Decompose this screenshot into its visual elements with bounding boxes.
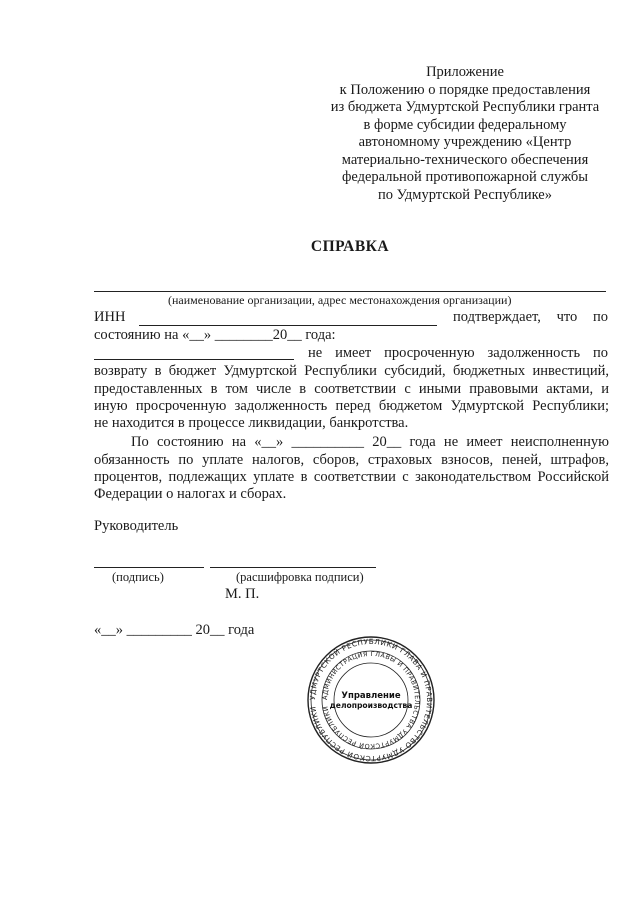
para2-last-line: Федерации о налогах и сборах.	[94, 486, 287, 502]
appendix-line: по Удмуртской Республике»	[378, 186, 552, 203]
document-title: СПРАВКА	[310, 238, 390, 255]
org-caption: (наименование организации, адрес местонахождения организации)	[168, 293, 512, 307]
para2-line: процентов, подлежащих уплате в соответствии с законодательством Российской	[94, 469, 609, 485]
inn-confirms: подтверждает, что по	[453, 309, 608, 325]
org-name-line	[94, 291, 606, 292]
para2-line: По состоянию на «__» __________ 20__ года не имеет неисполненную	[131, 434, 609, 450]
signature-line	[94, 567, 204, 568]
signature-caption: (подпись)	[112, 570, 164, 584]
appendix-line: федеральной противопожарной службы	[341, 169, 589, 185]
state-date-line: состоянию на «__» ________20__ года:	[94, 327, 336, 343]
stamp-center-line1: Управление	[341, 691, 401, 701]
decoding-line	[210, 567, 376, 568]
date-line: «__» _________ 20__ года	[94, 622, 255, 638]
appendix-block	[300, 64, 630, 204]
appendix-line: из бюджета Удмуртской Республики гранта	[330, 99, 600, 115]
org-short-line	[94, 359, 294, 360]
para1-last-line: не находится в процессе ликвидации, банкротства.	[94, 415, 409, 431]
decoding-caption: (расшифровка подписи)	[236, 570, 364, 584]
stamp-place-label: М. П.	[225, 586, 260, 602]
appendix-line: Приложение	[426, 64, 504, 80]
para1-line: возврату в бюджет Удмуртской Республики субсидий, бюджетных инвестиций,	[94, 363, 609, 379]
para2-line: обязанность по уплате налогов, сборов, страховых взносов, пеней, штрафов,	[94, 452, 609, 468]
stamp-ring-text: УДМУРТСКОЙ РЕСПУБЛИКИ ГЛАВА И ПРАВИТЕЛЬСТВО УДМУРТСКОЙ РЕСПУБЛИКИ	[307, 636, 435, 764]
para1-line: предоставленных в том числе в соответствии с иными правовыми актами, и	[94, 381, 609, 397]
appendix-line: автономному учреждению «Центр	[358, 134, 572, 150]
appendix-line: к Положению о порядке предоставления	[339, 81, 591, 98]
appendix-line: материально-технического обеспечения	[341, 151, 589, 168]
stamp-inner-text: АДМИНИСТРАЦИЯ ГЛАВЫ И ПРАВИТЕЛЬСТВА УДМУРТСКОЙ РЕСПУБЛИКИ	[320, 649, 422, 751]
appendix-line: в форме субсидии федеральному	[363, 116, 567, 133]
official-stamp	[305, 636, 437, 764]
inn-label: ИНН	[94, 309, 126, 325]
para1-first-line: не имеет просроченную задолженность по	[308, 345, 608, 361]
stamp-center-line2: делопроизводства	[329, 701, 413, 710]
para1-line: иную просроченную задолженность перед бюджетом Удмуртской Республики;	[94, 398, 609, 414]
inn-line	[139, 325, 437, 326]
head-label: Руководитель	[94, 518, 179, 534]
